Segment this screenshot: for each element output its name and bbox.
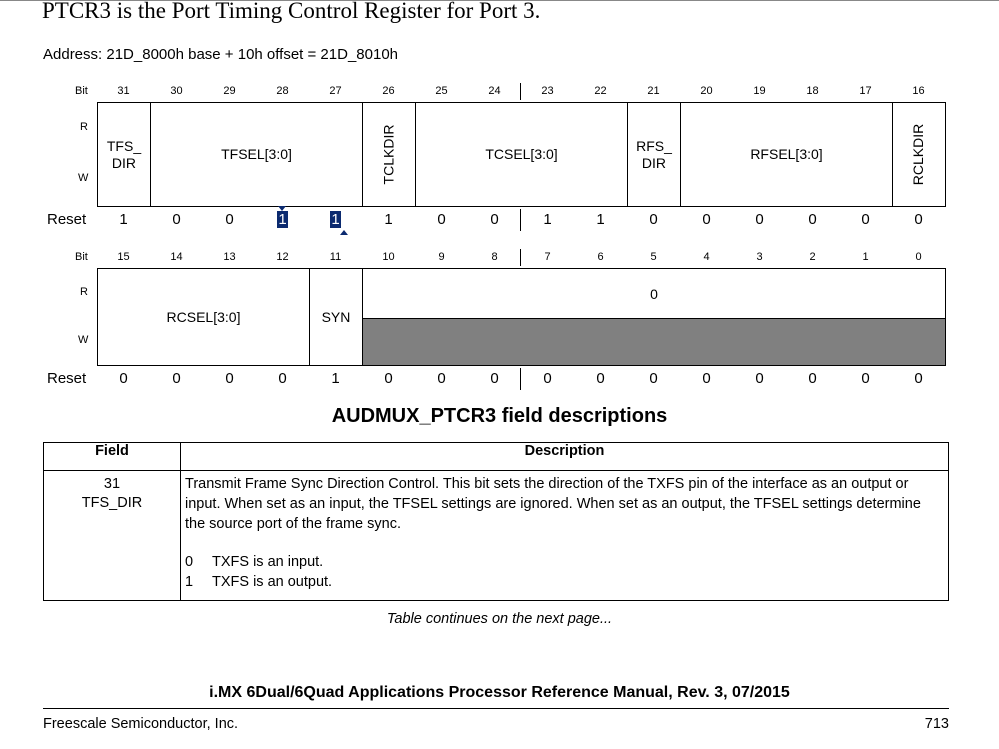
register-field-name: RFS_ DIR: [636, 137, 672, 171]
reset-value-text: 0: [755, 370, 764, 387]
reset-value: [309, 370, 362, 387]
bit-number: 10: [382, 251, 395, 263]
option-value: 0: [185, 554, 194, 570]
register-field-name: TCLKDIR: [380, 124, 397, 185]
reset-value-text: 0: [808, 370, 817, 387]
bit-number: 27: [329, 85, 342, 97]
table-title: AUDMUX_PTCR3 field descriptions: [331, 405, 668, 427]
reset-label: Reset: [47, 211, 87, 228]
reset-value-text: 0: [437, 370, 446, 387]
register-field-name: RFSEL[3:0]: [750, 146, 823, 162]
option-row: [185, 572, 942, 592]
reset-value-text: 0: [490, 211, 499, 228]
reset-value-text: 1: [543, 211, 552, 228]
bit-number: 16: [912, 85, 925, 97]
register-field-name: RCSEL[3:0]: [166, 308, 241, 325]
reset-value: [468, 211, 521, 228]
reset-value-text: 0: [172, 211, 181, 228]
reset-value-text: 1: [384, 211, 393, 228]
reserved-read-value: 0: [650, 285, 658, 302]
register-field-name: SYN: [321, 308, 351, 325]
field-descriptions-table: [43, 442, 949, 601]
reset-value: [574, 211, 627, 228]
reset-label: Reset: [47, 370, 87, 387]
reset-value-text: 0: [596, 370, 605, 387]
register-field: [97, 102, 151, 207]
bit-number: 19: [753, 85, 766, 97]
nibble-separator: [520, 209, 521, 231]
bit-number: 6: [597, 251, 604, 263]
register-field: [97, 268, 310, 366]
reset-value-text: 1: [331, 370, 340, 387]
bit-number: 29: [223, 85, 236, 97]
bit-number: 9: [438, 251, 445, 263]
reset-value: [786, 370, 839, 387]
table-header-row: [44, 443, 949, 471]
description-text: Transmit Frame Sync Direction Control. This bit sets the direction of the TXFS pin of the interface as an output or input. When set as an input, the TFSEL settings are ignored. When set as an output, the TFSEL settings determine the source port of the frame sync.: [185, 476, 921, 532]
field-cell: [44, 471, 181, 601]
register-field-name: TFS_ DIR: [106, 137, 142, 171]
reset-value: [892, 211, 945, 228]
reset-value: [256, 370, 309, 387]
field-name: TFS_DIR: [81, 495, 143, 511]
reset-value: [150, 370, 203, 387]
register-field: [362, 102, 416, 207]
bit-number: 18: [806, 85, 819, 97]
bit-number: 2: [809, 251, 816, 263]
bit-number: 20: [700, 85, 713, 97]
bit-number: 13: [223, 251, 236, 263]
reset-value: [203, 211, 256, 228]
bit-number: 7: [544, 251, 551, 263]
bit-number: 30: [170, 85, 183, 97]
footer-rule: [43, 708, 949, 709]
field-column-header: Field: [44, 443, 181, 471]
reset-value-text: 0: [914, 211, 923, 228]
nibble-separator: [520, 83, 521, 100]
reset-value-text: 0: [649, 370, 658, 387]
page-number: 713: [924, 716, 949, 732]
reset-value-text: 0: [543, 370, 552, 387]
reset-value-text: 0: [649, 211, 658, 228]
bit-number: 24: [488, 85, 501, 97]
reset-value-text: 1: [331, 211, 340, 228]
bit-number: 25: [435, 85, 448, 97]
reset-value: [574, 370, 627, 387]
option-text: TXFS is an input.: [212, 554, 324, 570]
reset-value: [521, 370, 574, 387]
reset-value-text: 1: [119, 211, 128, 228]
write-label: W: [78, 334, 89, 346]
reset-value-text: 0: [861, 211, 870, 228]
reset-value: [839, 370, 892, 387]
reset-value: [256, 211, 309, 228]
nibble-separator: [520, 249, 521, 266]
option-row: [185, 552, 942, 572]
bit-number: 12: [276, 251, 289, 263]
bit-number: 3: [756, 251, 763, 263]
bit-number: 22: [594, 85, 607, 97]
reset-value-text: 0: [384, 370, 393, 387]
write-label: W: [78, 172, 89, 184]
selection-marker-icon: [340, 230, 348, 235]
register-field: [680, 102, 893, 207]
table-continues-note: Table continues on the next page...: [386, 611, 613, 627]
register-field: [892, 102, 946, 207]
bit-number: 4: [703, 251, 710, 263]
register-address: Address: 21D_8000h base + 10h offset = 21D_8010h: [43, 46, 398, 63]
reset-value: [150, 211, 203, 228]
reset-value-text: 0: [490, 370, 499, 387]
register-field: [150, 102, 363, 207]
reset-value-text: 0: [755, 211, 764, 228]
reset-value: [97, 370, 150, 387]
reset-value-text: 0: [914, 370, 923, 387]
bit-number: 21: [647, 85, 660, 97]
bit-label: Bit: [75, 251, 88, 263]
reset-value: [415, 370, 468, 387]
reserved-read-field: [362, 268, 946, 318]
reset-value: [203, 370, 256, 387]
register-field: [309, 268, 363, 366]
reset-value-text: 0: [278, 370, 287, 387]
reset-value-text: 0: [225, 370, 234, 387]
field-bit: 31: [103, 476, 121, 492]
reset-value: [680, 211, 733, 228]
bit-number: 11: [329, 251, 342, 263]
reset-value: [97, 211, 150, 228]
bit-label: Bit: [75, 85, 88, 97]
reset-value-text: 0: [172, 370, 181, 387]
reset-value: [415, 211, 468, 228]
reset-value: [309, 211, 362, 228]
reset-value-text: 0: [861, 370, 870, 387]
table-row: [44, 471, 949, 601]
reset-value-text: 1: [278, 211, 287, 228]
bit-number: 26: [382, 85, 395, 97]
intro-text: PTCR3 is the Port Timing Control Register for Port 3.: [42, 0, 541, 23]
reserved-write-field: [362, 318, 946, 366]
bit-number: 14: [170, 251, 183, 263]
reset-value-text: 1: [596, 211, 605, 228]
bit-number: 23: [541, 85, 554, 97]
reset-value: [627, 370, 680, 387]
reset-value-text: 0: [225, 211, 234, 228]
description-cell: [181, 471, 949, 601]
reset-value: [680, 370, 733, 387]
reset-value: [733, 370, 786, 387]
bit-number: 8: [491, 251, 498, 263]
read-label: R: [80, 286, 88, 298]
reset-value-text: 0: [437, 211, 446, 228]
register-field: [415, 102, 628, 207]
reset-value: [733, 211, 786, 228]
reset-value: [786, 211, 839, 228]
reset-value-text: 0: [808, 211, 817, 228]
register-field-name: RCLKDIR: [910, 123, 927, 186]
reset-value-text: 0: [702, 370, 711, 387]
selection-marker-icon: [278, 206, 286, 211]
bit-number: 5: [650, 251, 657, 263]
reset-value: [627, 211, 680, 228]
bit-number: 0: [915, 251, 922, 263]
description-column-header: Description: [181, 443, 949, 471]
read-label: R: [80, 121, 88, 133]
bit-number: 31: [117, 85, 130, 97]
register-field-name: TCSEL[3:0]: [485, 146, 558, 162]
reset-value: [521, 211, 574, 228]
reset-value: [892, 370, 945, 387]
bit-number: 1: [862, 251, 869, 263]
nibble-separator: [520, 368, 521, 390]
reset-value-text: 0: [119, 370, 128, 387]
reset-value: [468, 370, 521, 387]
option-value: 1: [185, 574, 194, 590]
bit-number: 15: [117, 251, 130, 263]
reset-value: [362, 211, 415, 228]
bit-number: 17: [859, 85, 872, 97]
reset-value-text: 0: [702, 211, 711, 228]
bit-number: 28: [276, 85, 289, 97]
company-name: Freescale Semiconductor, Inc.: [43, 716, 239, 732]
option-text: TXFS is an output.: [212, 574, 333, 590]
register-field-name: TFSEL[3:0]: [221, 146, 292, 162]
reset-value: [362, 370, 415, 387]
manual-title: i.MX 6Dual/6Quad Applications Processor Reference Manual, Rev. 3, 07/2015: [209, 684, 790, 701]
register-field: [627, 102, 681, 207]
reset-value: [839, 211, 892, 228]
